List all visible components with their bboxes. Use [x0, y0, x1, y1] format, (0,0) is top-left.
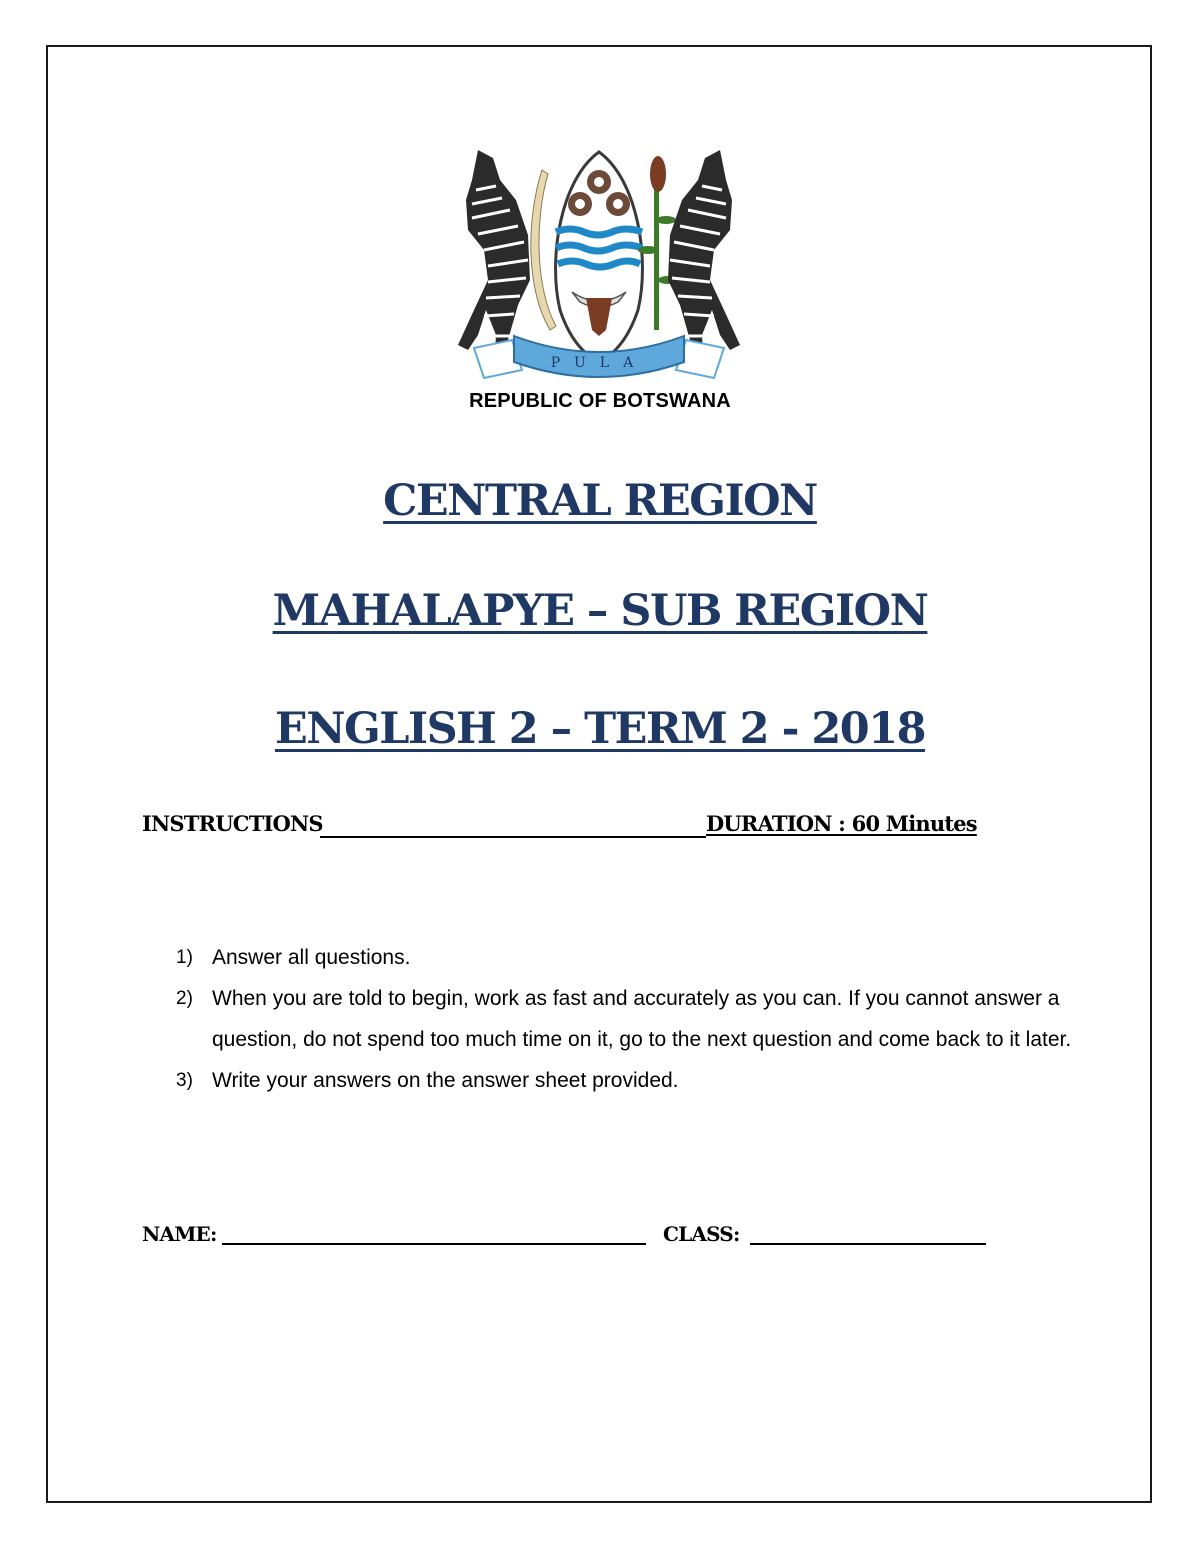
- list-number: 1): [176, 947, 193, 968]
- class-label: CLASS:: [663, 1222, 740, 1246]
- motto-text: PULA: [550, 355, 648, 371]
- list-item: [176, 937, 1076, 978]
- heading-subject: ENGLISH 2 – TERM 2 - 2018: [274, 704, 926, 754]
- heading-region: CENTRAL REGION: [383, 476, 817, 526]
- instructions-list: [176, 937, 1076, 1101]
- instructions-label: INSTRUCTIONS: [142, 811, 323, 836]
- list-number: 3): [176, 1070, 193, 1091]
- list-text: When you are told to begin, work as fast and accurately as you can. If you cannot answer a question, do not spend too much time on it, go to the next question and come back to it later.: [212, 987, 1072, 1051]
- left-zebra: [458, 150, 530, 368]
- list-number: 2): [176, 988, 193, 1009]
- list-text: Answer all questions.: [212, 946, 411, 969]
- heading-sub-region: MAHALAPYE – SUB REGION: [272, 586, 928, 636]
- duration-label: DURATION : 60 Minutes: [706, 811, 977, 836]
- class-field-line[interactable]: [750, 1243, 986, 1245]
- emblem-caption: REPUBLIC OF BOTSWANA: [469, 390, 731, 412]
- list-text: Write your answers on the answer sheet provided.: [212, 1069, 679, 1092]
- list-item: [176, 1060, 1076, 1101]
- tusk: [531, 170, 556, 330]
- right-zebra: [668, 150, 740, 368]
- instructions-underline: [320, 836, 706, 838]
- list-item: [176, 978, 1076, 1060]
- shield: [556, 152, 643, 362]
- coat-of-arms-emblem: [438, 140, 760, 390]
- name-field-line[interactable]: [222, 1243, 646, 1245]
- name-label: NAME:: [142, 1222, 217, 1246]
